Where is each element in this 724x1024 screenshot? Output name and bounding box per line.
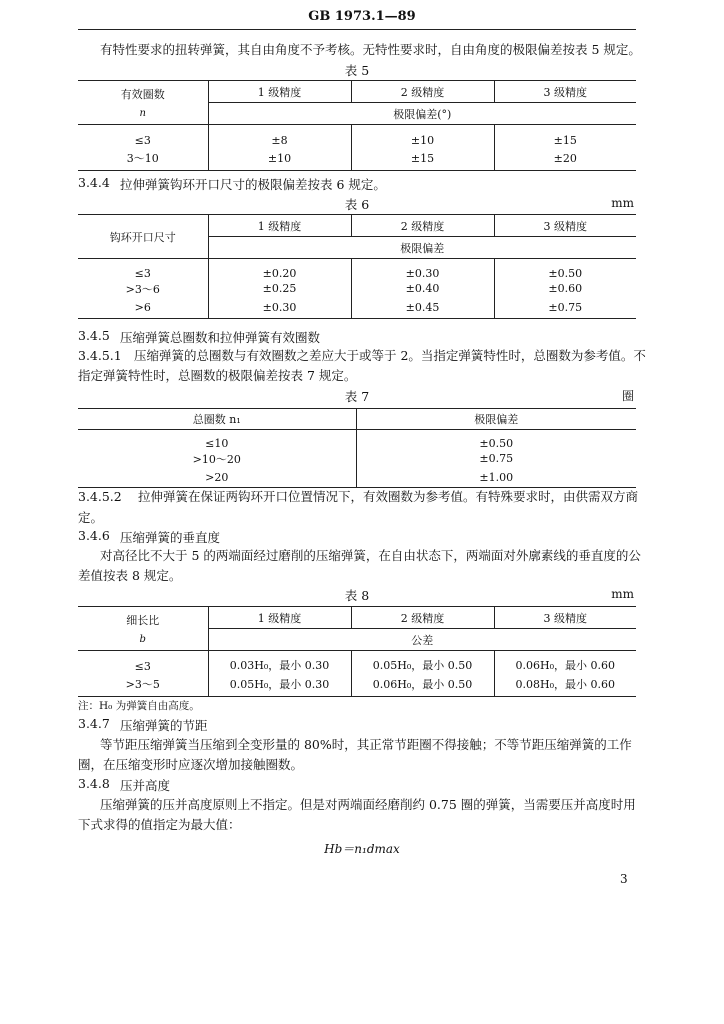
section-3-4-8-number: 3.4.8	[78, 776, 110, 791]
table8-grade2: 2 级精度	[351, 607, 494, 629]
pressing-height-formula: Hb＝n₁dmax	[324, 842, 400, 856]
table8-note: 注：H₀ 为弹簧自由高度。	[78, 700, 200, 712]
table6-cell: >6	[78, 298, 208, 319]
section-3-4-5-1-number: 3.4.5.1	[78, 348, 122, 363]
table5-cell: 3～10	[78, 147, 208, 171]
table6	[78, 214, 636, 319]
table6-grade1: 1 级精度	[208, 215, 351, 237]
table-row	[78, 651, 636, 673]
table7-cell: >20	[78, 468, 356, 488]
table-row	[78, 298, 636, 319]
table8-cell: 0.06H₀，最小 0.60	[494, 651, 636, 673]
table6-grade3: 3 级精度	[494, 215, 636, 237]
section-3-4-8-line2: 下式求得的值指定为最大值：	[78, 817, 241, 832]
table7-col1-header: 极限偏差	[356, 409, 636, 430]
table6-cell: ±0.25	[208, 280, 351, 298]
table6-cell: ±0.50	[494, 259, 636, 280]
page-number: 3	[620, 872, 628, 886]
table5-caption: 表 5	[344, 63, 370, 78]
table-row	[78, 280, 636, 298]
intro-paragraph: 有特性要求的扭转弹簧，其自由角度不予考核。无特性要求时，自由角度的极限偏差按表 5 规定。	[100, 42, 641, 57]
table5-cell: ±10	[351, 125, 494, 147]
section-3-4-5-1-line2: 指定弹簧特性时，总圈数的极限偏差按表 7 规定。	[78, 368, 357, 383]
section-3-4-6-title: 压缩弹簧的垂直度	[120, 530, 221, 545]
table6-cell: ±0.45	[351, 298, 494, 319]
section-3-4-6-number: 3.4.6	[78, 528, 110, 543]
table5-cell: ±15	[494, 125, 636, 147]
table7-cell: ±0.75	[356, 450, 636, 468]
table6-caption: 表 6	[344, 197, 370, 212]
table6-subheader: 极限偏差	[208, 237, 636, 259]
table5-cell: ≤3	[134, 133, 151, 147]
table5-cell: ±20	[494, 147, 636, 171]
table8-grade1: 1 级精度	[208, 607, 351, 629]
table8-col0-symbol: b	[139, 634, 146, 645]
standard-header: GB 1973.1—89	[308, 9, 416, 24]
section-3-4-7-line2: 圈，在压缩变形时应逐次增加接触圈数。	[78, 757, 304, 772]
table-row	[78, 430, 636, 450]
table5-col0-label: 有效圈数	[120, 88, 165, 101]
section-3-4-5-2-number: 3.4.5.2	[78, 489, 122, 504]
table5	[78, 80, 636, 171]
section-3-4-5-2-line1: 拉伸弹簧在保证两钩环开口位置情况下，有效圈数为参考值。有特殊要求时，由供需双方商	[138, 489, 639, 504]
table5-grade3: 3 级精度	[494, 81, 636, 103]
table8-cell: >3～5	[78, 673, 208, 697]
table8-col0-label: 细长比	[126, 614, 160, 627]
table8-grade3: 3 级精度	[494, 607, 636, 629]
section-3-4-5-text: 压缩弹簧总圈数和拉伸弹簧有效圈数	[120, 330, 321, 345]
section-3-4-5-2-line2: 定。	[78, 510, 104, 525]
table5-cell: ±15	[351, 147, 494, 171]
section-3-4-7-title: 压缩弹簧的节距	[120, 718, 208, 733]
table8-subheader: 公差	[208, 629, 636, 651]
table8-cell: 0.03H₀，最小 0.30	[208, 651, 351, 673]
table7-cell: >10～20	[192, 452, 241, 466]
table8	[78, 606, 636, 697]
section-3-4-8-line1: 压缩弹簧的压并高度原则上不指定。但是对两端面经磨削约 0.75 圈的弹簧，当需要压并高度时用	[100, 797, 636, 812]
table5-cell: ±8	[208, 125, 351, 147]
section-3-4-4-number: 3.4.4	[78, 175, 110, 190]
table6-cell: >3～6	[125, 282, 160, 296]
header-rule	[78, 29, 636, 30]
table7	[78, 408, 636, 488]
table5-col0-symbol: n	[139, 108, 146, 119]
table6-cell: ±0.20	[208, 259, 351, 280]
table8-col0-header	[78, 607, 208, 651]
table8-cell: 0.05H₀，最小 0.30	[208, 673, 351, 697]
table-row	[78, 125, 636, 147]
table8-cell: ≤3	[134, 659, 151, 673]
table6-cell: ±0.40	[351, 280, 494, 298]
table5-col0-header	[78, 81, 208, 125]
table5-grade2: 2 级精度	[351, 81, 494, 103]
section-3-4-6-line2: 差值按表 8 规定。	[78, 568, 182, 583]
table-row	[78, 259, 636, 280]
table5-subheader: 极限偏差(°)	[208, 103, 636, 125]
table7-caption: 表 7	[344, 389, 370, 404]
table8-cell: 0.06H₀，最小 0.50	[351, 673, 494, 697]
table7-cell: ±0.50	[356, 430, 636, 450]
table6-cell: ±0.60	[494, 280, 636, 298]
section-3-4-7-number: 3.4.7	[78, 716, 110, 731]
table7-col0-header: 总圈数 n₁	[78, 409, 356, 430]
table8-caption: 表 8	[344, 588, 370, 603]
table-row	[78, 450, 636, 468]
section-3-4-7-line1: 等节距压缩弹簧当压缩到全变形量的 80%时，其正常节距圈不得接触；不等节距压缩弹簧的工作	[100, 737, 632, 752]
section-3-4-5-1-line1: 压缩弹簧的总圈数与有效圈数之差应大于或等于 2。当指定弹簧特性时，总圈数为参考值。不	[134, 348, 646, 363]
table6-cell: ±0.30	[351, 259, 494, 280]
table5-grade1: 1 级精度	[208, 81, 351, 103]
table6-cell: ±0.30	[208, 298, 351, 319]
section-3-4-5-number: 3.4.5	[78, 328, 110, 343]
table5-cell: ±10	[208, 147, 351, 171]
table6-cell: ±0.75	[494, 298, 636, 319]
table8-unit: mm	[611, 587, 634, 601]
table7-cell: ±1.00	[356, 468, 636, 488]
table6-grade2: 2 级精度	[351, 215, 494, 237]
table7-unit: 圈	[621, 389, 634, 403]
section-3-4-8-title: 压并高度	[120, 778, 171, 793]
table-row	[78, 468, 636, 488]
table6-cell: ≤3	[134, 266, 151, 280]
table8-cell: 0.08H₀，最小 0.60	[494, 673, 636, 697]
section-3-4-6-line1: 对高径比不大于 5 的两端面经过磨削的压缩弹簧，在自由状态下，两端面对外廓素线的垂直度的公	[100, 548, 641, 563]
table7-cell: ≤10	[205, 436, 229, 450]
table-row	[78, 673, 636, 697]
table8-cell: 0.05H₀，最小 0.50	[351, 651, 494, 673]
section-3-4-4-text: 拉伸弹簧钩环开口尺寸的极限偏差按表 6 规定。	[120, 177, 386, 192]
table-row	[78, 147, 636, 171]
table6-col0-header: 钩环开口尺寸	[78, 215, 208, 259]
table6-unit: mm	[611, 196, 634, 210]
